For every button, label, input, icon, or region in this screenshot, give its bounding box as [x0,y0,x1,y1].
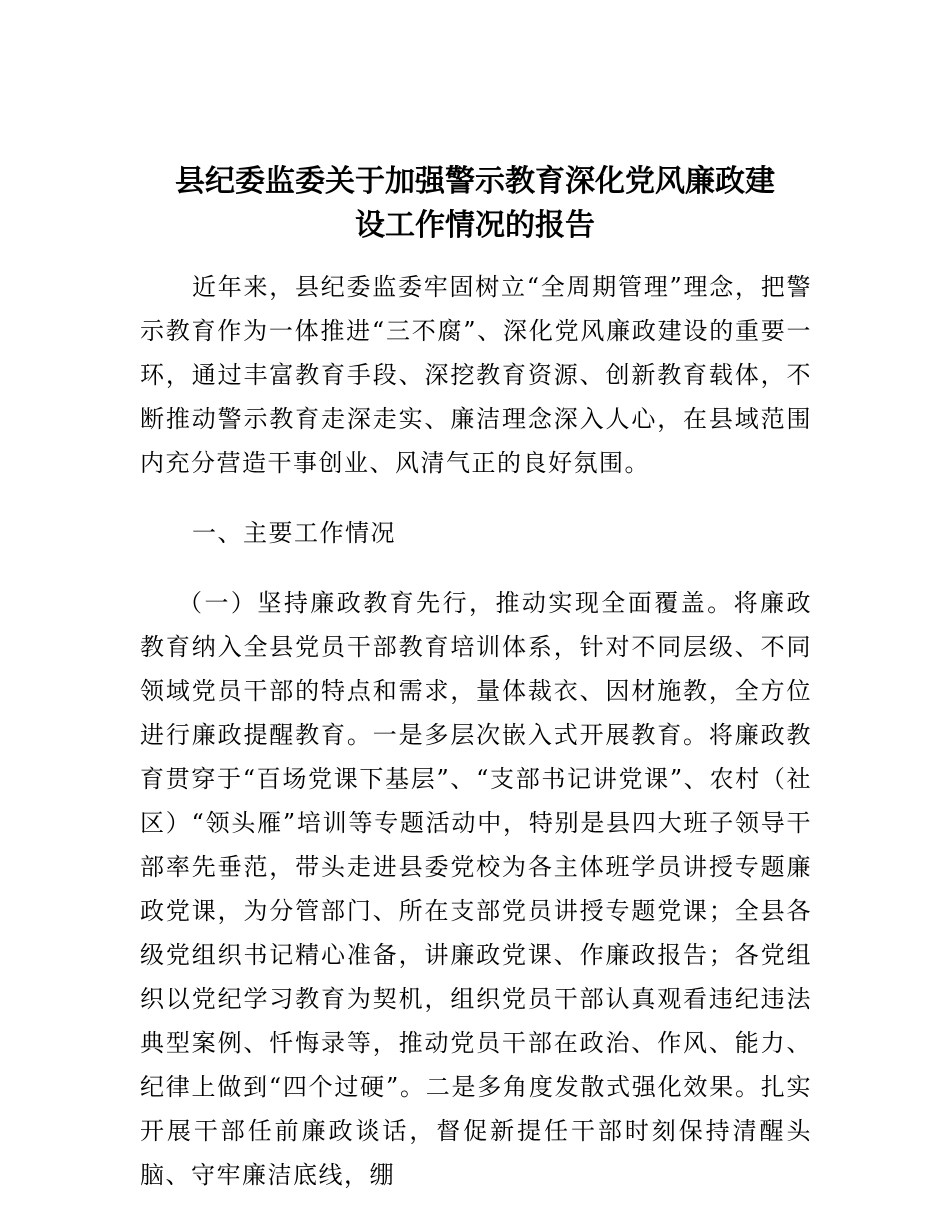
section-heading: 一、主要工作情况 [192,519,396,547]
intro-paragraph: 近年来，县纪委监委牢固树立“全周期管理”理念，把警示教育作为一体推进“三不腐”、深化党风廉政建设的重要一环，通过丰富教育手段、深挖教育资源、创新教育载体，不断推动警示教育走深走实、廉洁理念深入人心，在县域范围内充分营造干事创业、风清气正的良好氛围。 [140,273,812,477]
document-body [140,265,812,1197]
document-title [140,160,810,248]
title-line-1: 县纪委监委关于加强警示教育深化党风廉政建 [175,164,775,199]
title-line-2: 设工作情况的报告 [355,208,595,243]
subsection-paragraph: （一）坚持廉政教育先行，推动实现全面覆盖。将廉政教育纳入全县党员干部教育培训体系，针对不同层级、不同领域党员干部的特点和需求，量体裁衣、因材施教，全方位进行廉政提醒教育。一是多层次嵌入式开展教育。将廉政教育贯穿于“百场党课下基层”、“支部书记讲党课”、农村（社区）“领头雁”培训等专题活动中，特别是县四大班子领导干部率先垂范，带头走进县委党校为各主体班学员讲授专题廉政党课，为分管部门、所在支部党员讲授专题党课；全县各级党组织书记精心准备，讲廉政党课、作廉政报告；各党组织以党纪学习教育为契机，组织党员干部认真观看违纪违法典型案例、忏悔录等，推动党员干部在政治、作风、能力、纪律上做到“四个过硬”。二是多角度发散式强化效果。扎实开展干部任前廉政谈话，督促新提任干部时刻保持清醒头脑、守牢廉洁底线，绷 [140,589,812,1189]
